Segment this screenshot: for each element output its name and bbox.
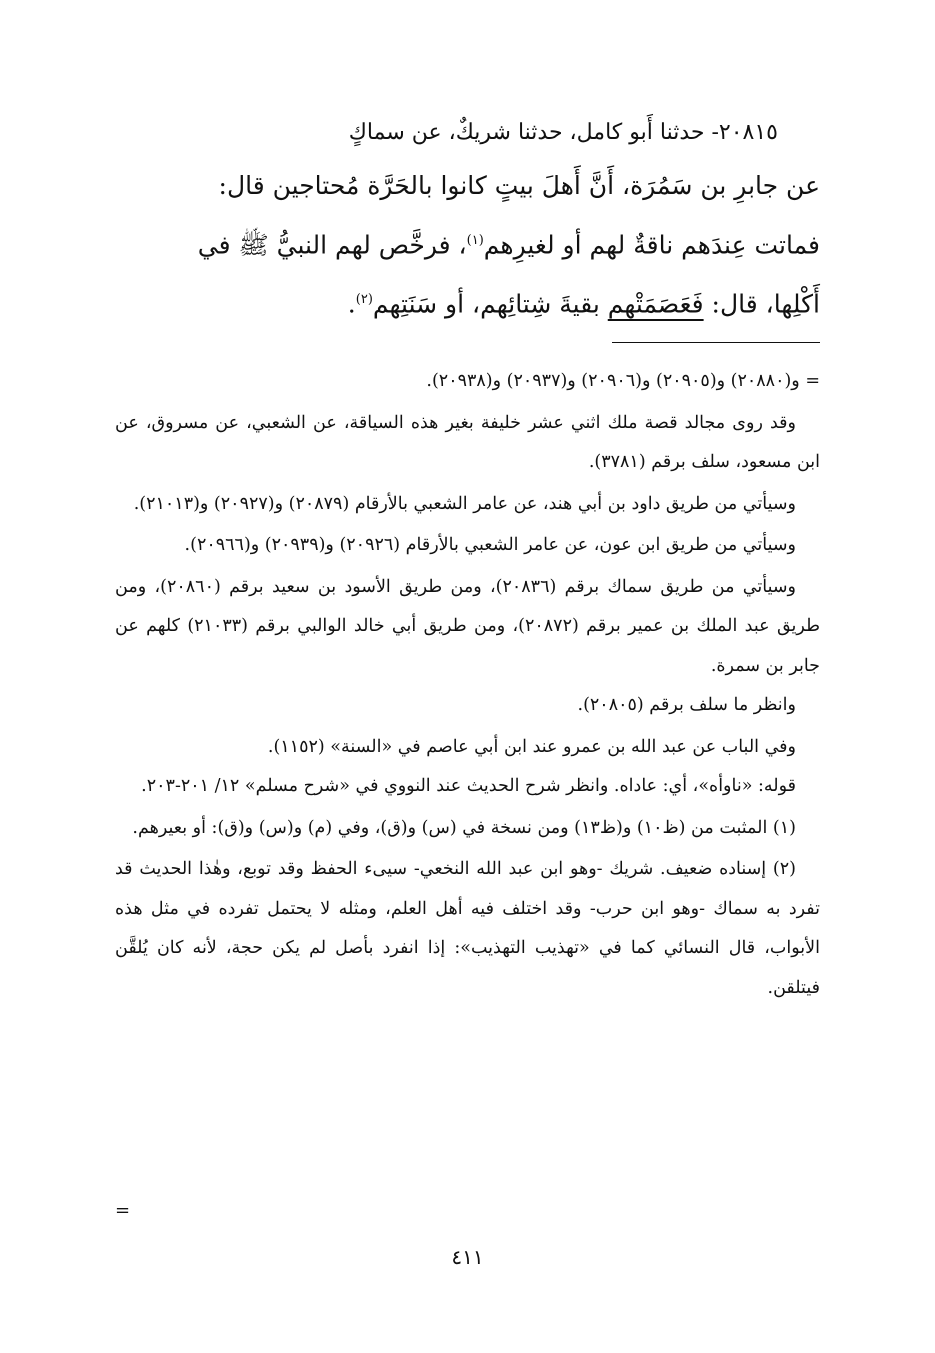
continuation-mark: = bbox=[115, 1200, 131, 1221]
hadith-line-3-part-b: ، فرخَّص لهم النبيُّ ﷺ في bbox=[197, 230, 467, 260]
footnote-ref-1[interactable]: (١) bbox=[466, 233, 484, 248]
footnotes bbox=[115, 362, 820, 1008]
note-bab: وفي الباب عن عبد الله بن عمرو عند ابن أبي عاصم في «السنة» (١١٥٢). bbox=[267, 736, 796, 757]
hadith-line-4-part-a: أَكْلِها، قال: bbox=[703, 289, 820, 319]
hadith-text bbox=[115, 108, 820, 332]
footnote-ref-2[interactable]: (٢) bbox=[355, 292, 373, 308]
hadith-line-2: عن جابرِ بن سَمُرَة، أَنَّ أَهلَ بيتٍ كانوا بالحَرَّة مُحتاجين قال: bbox=[218, 171, 820, 200]
hadith-line-4-part-b: بقيةَ شِتائِهم، أو سَنَتِهم bbox=[372, 289, 608, 319]
note-nawaah: قوله: «ناوأه»، أي: عاداه. وانظر شرح الحديث عند النووي في «شرح مسلم» ١٢/ ٢٠١-٢٠٣. bbox=[141, 776, 796, 796]
footnote-separator bbox=[612, 342, 820, 343]
hadith-line-4 bbox=[115, 272, 820, 331]
footnote-2: (٢) إسناده ضعيف. شريك -وهو ابن عبد الله النخعي- سيىء الحفظ وقد توبع، وهٰذا الحديث قد تفرد به سماك -وهو ابن حرب- وقد اختلف فيه أهل العلم، ومثله لا يحتمل تفرده في مثل هذه الأبواب، قال النسائي كما في «تهذيب التهذيب»: إذا انفرد بأصل لم يكن حجة، لأنه كان يُلقَّن فيتلقن. bbox=[115, 859, 820, 998]
page-number: ٤١١ bbox=[451, 1245, 484, 1269]
hadith-line-3-part-a: فماتت عِندَهم ناقةٌ لهم أو لغيرِهم bbox=[483, 230, 820, 260]
hadith-line-4-end: . bbox=[347, 289, 356, 319]
note-ibn-awn: وسيأتي من طريق ابن عون، عن عامر الشعبي بالأرقام (٢٠٩٢٦) و(٢٠٩٣٩) و(٢٠٩٦٦). bbox=[184, 535, 796, 555]
hadith-line-3 bbox=[115, 213, 820, 272]
hadith-isnad-line: ٢٠٨١٥- حدثنا أَبو كامل، حدثنا شريكٌ، عن سماكٍ bbox=[348, 120, 778, 145]
footnote-1: (١) المثبت من (ظ١٠) و(ظ١٣) ومن نسخة في (س) و(ق)، وفي (م) و(س) و(ق): أو بعيرهم. bbox=[132, 817, 796, 838]
note-simak: وسيأتي من طريق سماك برقم (٢٠٨٣٦)، ومن طريق الأسود بن سعيد برقم (٢٠٨٦٠)، ومن طريق عبد الملك بن عمير برقم (٢٠٨٧٢)، ومن طريق أبي خالد الوالبي برقم (٢١٠٣٣) كلهم عن جابر بن سمرة. bbox=[115, 576, 820, 676]
note-see-also: وانظر ما سلف برقم (٢٠٨٠٥). bbox=[577, 695, 796, 715]
note-dawud: وسيأتي من طريق داود بن أبي هند، عن عامر الشعبي بالأرقام (٢٠٨٧٩) و(٢٠٩٢٧) و(٢١٠١٣). bbox=[133, 493, 796, 514]
underlined-word: فَعَصَمَتْهم bbox=[607, 289, 704, 319]
note-continuation: = و(٢٠٨٨٠) و(٢٠٩٠٥) و(٢٠٩٠٦) و(٢٠٩٣٧) و(٢٠٩٣٨). bbox=[426, 371, 820, 391]
note-mujalid: وقد روى مجالد قصة ملك اثني عشر خليفة بغير هذه السياقة، عن الشعبي، عن مسروق، عن ابن مسعود، سلف برقم (٣٧٨١). bbox=[115, 412, 820, 472]
